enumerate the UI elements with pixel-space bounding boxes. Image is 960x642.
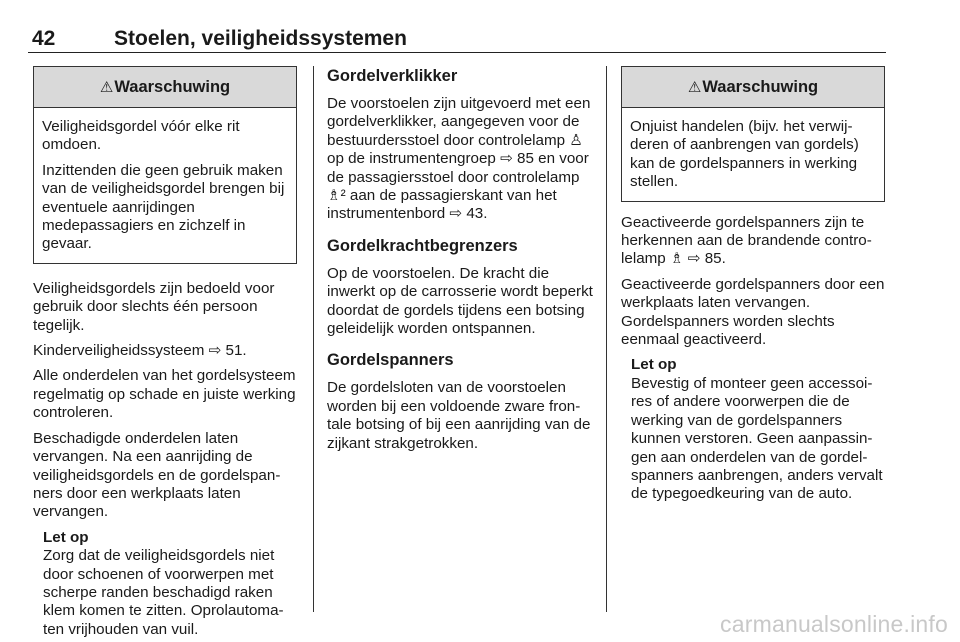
warning-text: Onjuist handelen (bijv. het verwijderen of aanbrengen van gordels) kan de gordelspanners in werking stellen. (630, 118, 859, 191)
warning-body (622, 108, 884, 201)
section-heading: Gordelkrachtbegrenzers (327, 236, 518, 255)
column-1 (33, 66, 297, 639)
column-3 (621, 66, 885, 504)
column-2 (327, 66, 593, 460)
warning-triangle-icon: ⚠ (99, 79, 114, 96)
warning-box (33, 66, 297, 264)
warning-body (34, 108, 296, 263)
section-text: De voorstoelen zijn uitgevoerd met een gordelverklikker, aangegeven voor de bestuurdersstoel door controlelamp ♙ op de instrumentengroep ⇨ 85 en voor de passagiersstoel door controlelamp ♗² aan de passagierskant van het instrumentenbord ⇨ 43. (327, 95, 591, 223)
body-paragraph: Beschadigde onderdelen laten vervangen. Na een aanrijding de veiligheidsgordels en de gordelspanners door een werkplaats laten vervangen. (33, 429, 281, 521)
warning-title: Waarschuwing (702, 78, 819, 96)
note-text: Zorg dat de veiligheidsgordels niet door schoenen of voorwerpen met scherpe randen beschadigd raken klem komen te zitten. Oprolautomaten vrijhouden van vuil. (43, 547, 284, 638)
note-label: Let op (43, 528, 89, 546)
warning-title: Waarschuwing (114, 78, 231, 96)
body-paragraph: Kinderveiligheidssysteem ⇨ 51. (33, 342, 247, 360)
note-text: Bevestig of monteer geen accessoires of andere voorwerpen die de werking van de gordelspanners kunnen verstoren. Geen aanpassingen aan onderdelen van de gordelspanners aanbrengen, anders vervalt de typegoedkeuring van de auto. (631, 374, 883, 503)
page-title: Stoelen, veiligheidssystemen (114, 27, 407, 50)
section-text: De gordelsloten van de voorstoelen worden bij een voldoende zware frontale botsing of bij een aanrijding van de zijkant strakgetrokken. (327, 379, 591, 452)
note-block (621, 356, 885, 503)
body-paragraph: Geactiveerde gordelspanners zijn te herkennen aan de brandende controlelamp ♗ ⇨ 85. (621, 213, 872, 268)
body-paragraph: Alle onderdelen van het gordelsysteem regelmatig op schade en juiste werking controleren. (33, 367, 296, 422)
warning-box (621, 66, 885, 202)
warning-text: Inzittenden die geen gebruik maken van de veiligheidsgordel brengen bij eventuele aanrijdingen medepassagiers en zichzelf in gevaar. (42, 161, 285, 253)
warning-header (622, 67, 884, 108)
warning-header (34, 67, 296, 108)
watermark: carmanualsonline.info (720, 611, 948, 637)
column-divider-1 (313, 66, 314, 612)
body-paragraph: Geactiveerde gordelspanners door een werkplaats laten vervangen. Gordelspanners worden slechts eenmaal geactiveerd. (621, 275, 885, 349)
column-divider-2 (606, 66, 607, 612)
note-block (33, 529, 297, 639)
note-label: Let op (631, 356, 677, 374)
body-paragraph: Veiligheidsgordels zijn bedoeld voor gebruik door slechts één persoon tegelijk. (33, 279, 275, 334)
section-heading: Gordelverklikker (327, 67, 458, 85)
section-text: Op de voorstoelen. De kracht die inwerkt op de carrosserie wordt beperkt doordat de gordels tijdens een botsing geleidelijk worden ontspannen. (327, 264, 593, 338)
page-number: 42 (32, 27, 56, 50)
warning-triangle-icon: ⚠ (687, 79, 702, 96)
warning-text: Veiligheidsgordel vóór elke rit omdoen. (42, 118, 240, 154)
page-header (28, 26, 886, 53)
section-heading: Gordelspanners (327, 351, 454, 370)
